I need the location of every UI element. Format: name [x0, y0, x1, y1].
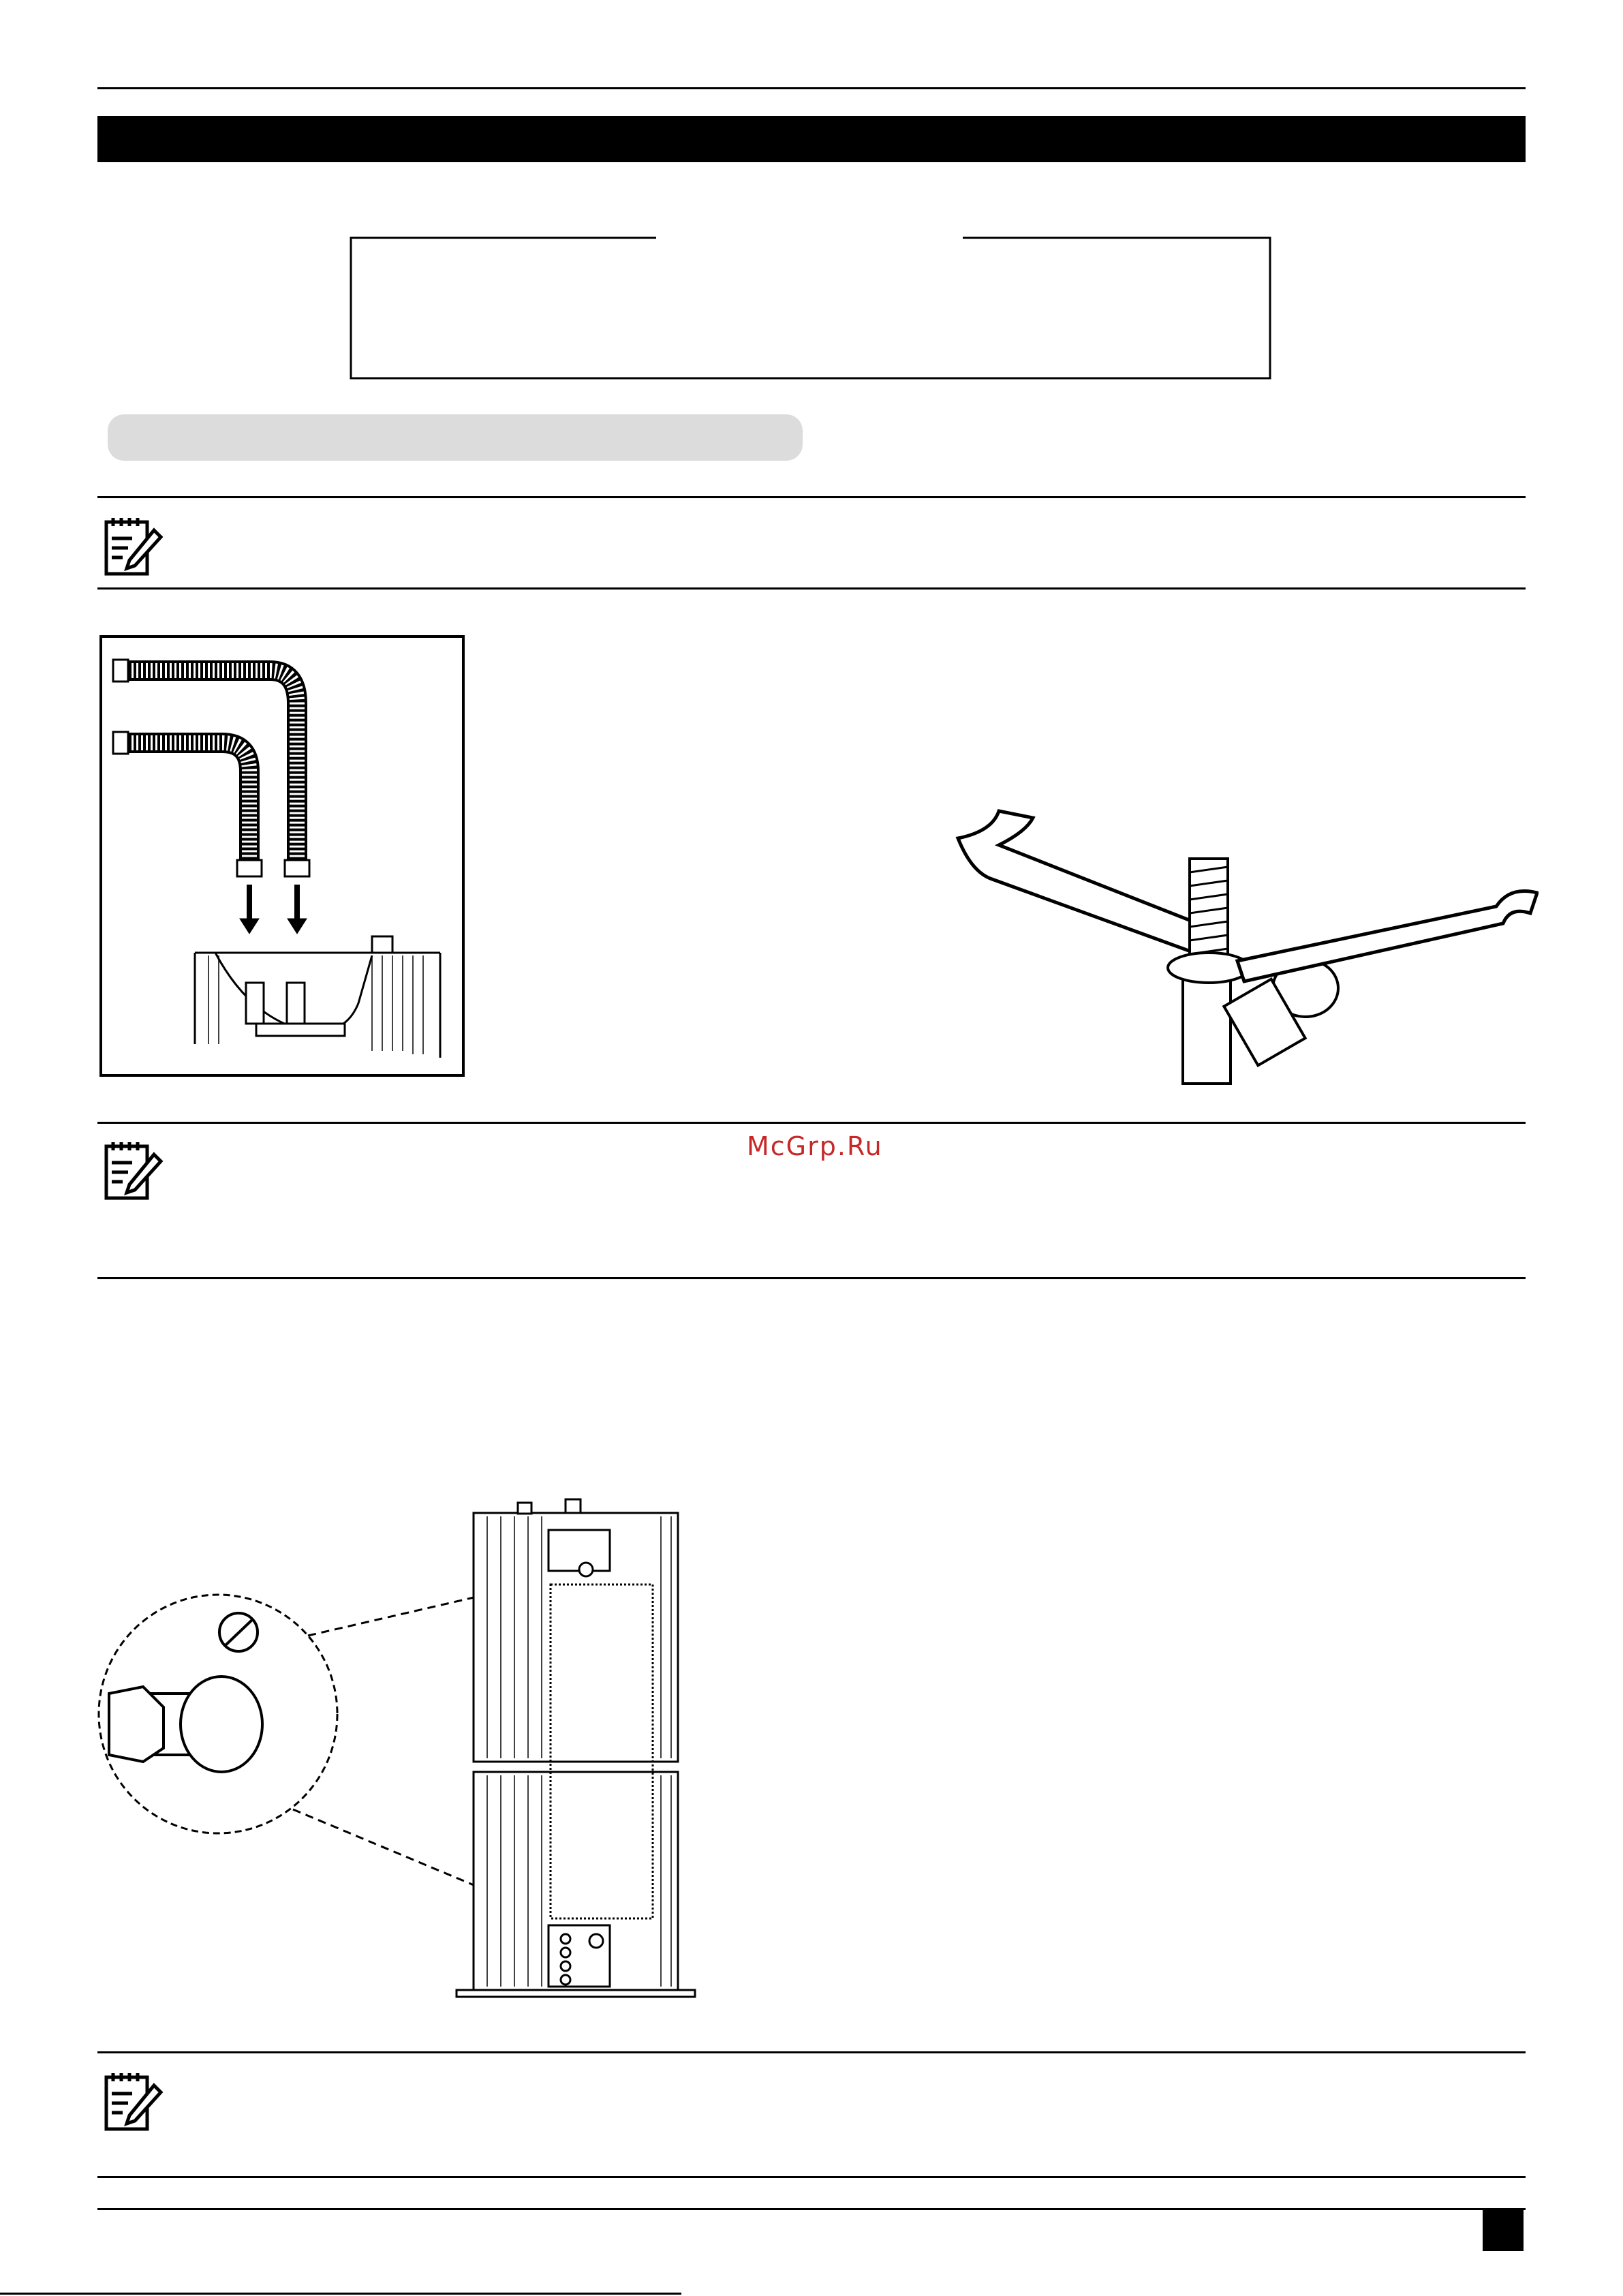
note-2-bottom-rule [97, 1277, 1526, 1279]
footer-rule [97, 2208, 1526, 2210]
tank-detail-figure [95, 1489, 709, 2007]
wrench-tightening-figure [951, 804, 1539, 1090]
section-pill [108, 414, 803, 461]
wrench-left [958, 811, 1224, 961]
note-2-top-rule [97, 1122, 1526, 1124]
note-3-bottom-rule [97, 2176, 1526, 2178]
note-pencil-icon [102, 515, 164, 577]
framed-box [350, 236, 1271, 380]
note-pencil-icon [102, 2070, 164, 2132]
framed-box-outline [350, 236, 1271, 380]
header-bar [97, 116, 1526, 162]
top-rule [97, 87, 1526, 89]
note-3-top-rule [97, 2051, 1526, 2053]
hose-connection-figure [99, 635, 465, 1077]
note-1-top-rule [97, 496, 1526, 498]
watermark: McGrp.Ru [747, 1131, 883, 1161]
page-number-box [1483, 2210, 1524, 2251]
note-1-bottom-rule [97, 587, 1526, 590]
wrench-right [1237, 891, 1537, 982]
bottom-edge-rule [0, 2293, 681, 2295]
note-pencil-icon [102, 1139, 164, 1201]
